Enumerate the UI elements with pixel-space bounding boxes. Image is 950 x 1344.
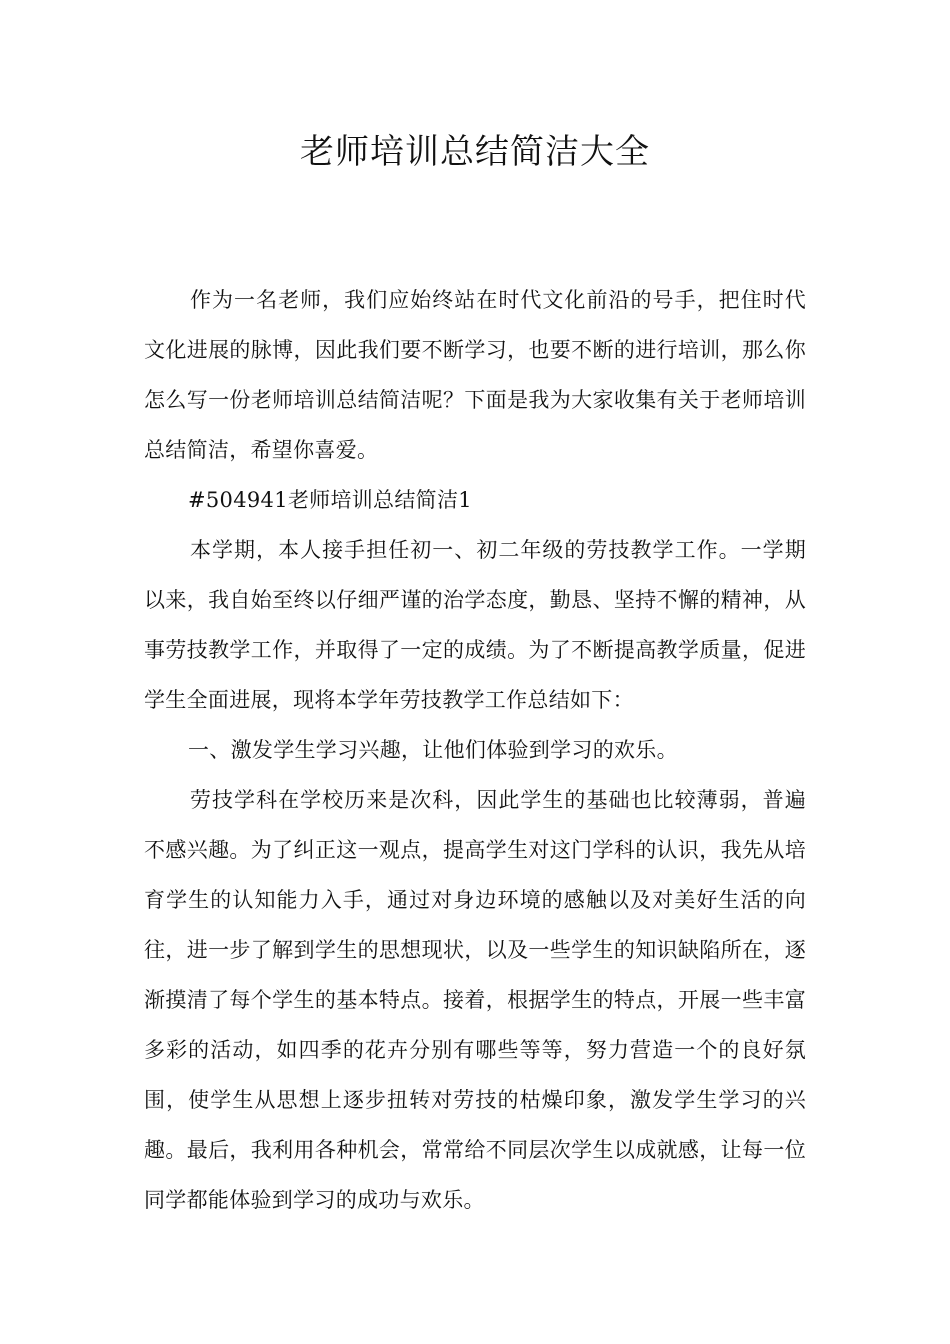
intro-paragraph: 作为一名老师，我们应始终站在时代文化前沿的号手，把住时代文化进展的脉博，因此我们要不断学习，也要不断的进行培训，那么你怎么写一份老师培训总结简洁呢？下面是我为大家收集有关于老师培训总结简洁，希望你喜爱。 bbox=[144, 288, 806, 462]
subsection-heading: 一、激发学生学习兴趣，让他们体验到学习的欢乐。 bbox=[188, 738, 678, 762]
body-paragraph: 本学期，本人接手担任初一、初二年级的劳技教学工作。一学期以来，我自始至终以仔细严谨的治学态度，勤恳、坚持不懈的精神，从事劳技教学工作，并取得了一定的成绩。为了不断提高教学质量，促进学生全面进展，现将本学年劳技教学工作总结如下： bbox=[144, 538, 806, 712]
document-body bbox=[144, 275, 806, 1225]
document-title: 老师培训总结简洁大全 bbox=[300, 132, 650, 172]
section-heading: #504941老师培训总结简洁1 bbox=[188, 488, 472, 512]
body-paragraph: 劳技学科在学校历来是次科，因此学生的基础也比较薄弱，普遍不感兴趣。为了纠正这一观点，提高学生对这门学科的认识，我先从培育学生的认知能力入手，通过对身边环境的感触以及对美好生活的向往，进一步了解到学生的思想现状，以及一些学生的知识缺陷所在，逐渐摸清了每个学生的基本特点。接着，根据学生的特点，开展一些丰富多彩的活动，如四季的花卉分别有哪些等等，努力营造一个的良好氛围，使学生从思想上逐步扭转对劳技的枯燥印象，激发学生学习的兴趣。最后，我利用各种机会，常常给不同层次学生以成就感，让每一位同学都能体验到学习的成功与欢乐。 bbox=[144, 788, 806, 1212]
